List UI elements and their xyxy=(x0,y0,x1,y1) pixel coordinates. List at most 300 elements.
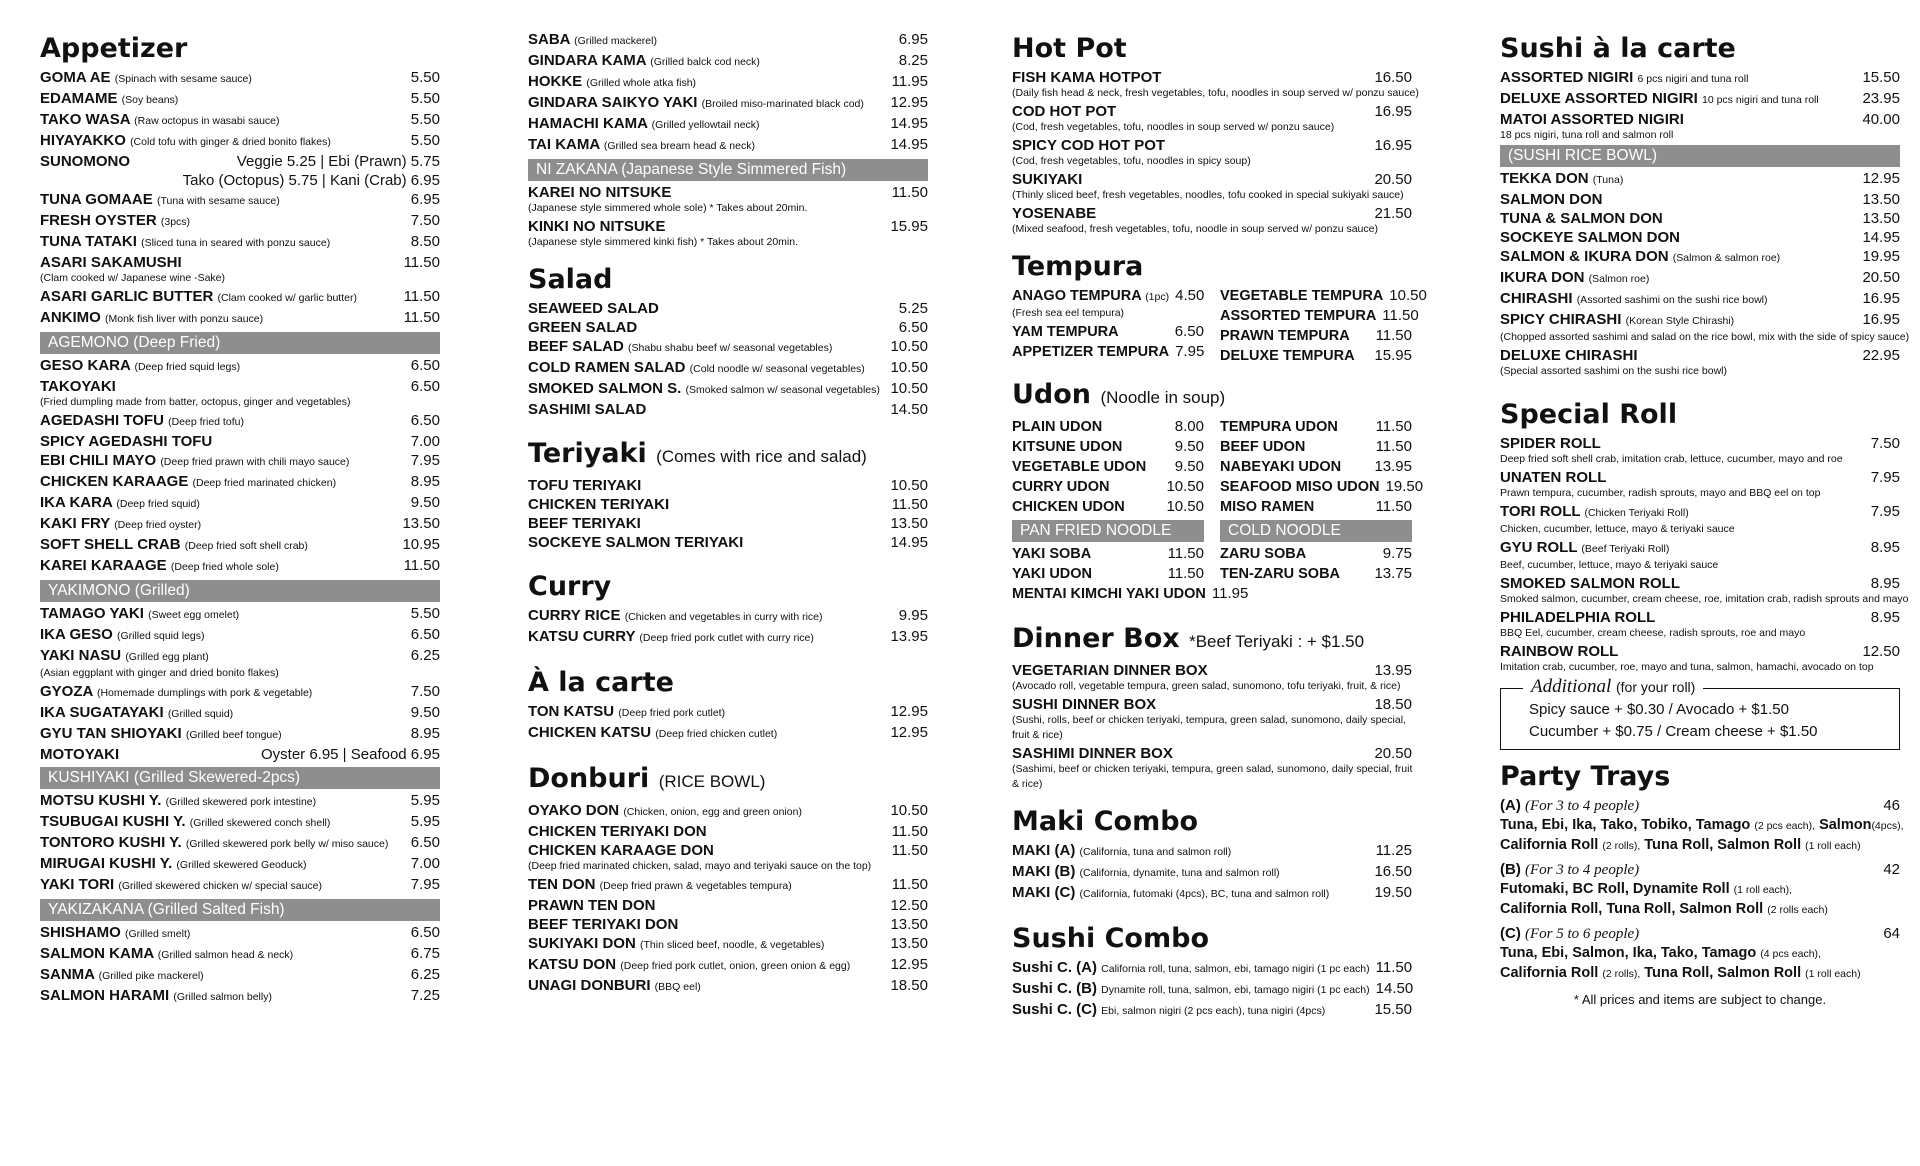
menu-item-name xyxy=(528,400,646,419)
item-name: DELUXE ASSORTED NIGIRI xyxy=(1500,90,1698,107)
menu-item xyxy=(40,68,440,89)
menu-item-name xyxy=(1220,478,1380,497)
item-description: (Tuna with sesame sauce) xyxy=(156,195,280,207)
item-note: (Daily fish head & neck, fresh vegetables, tofu, noodles in soup served w/ ponzu sauce) xyxy=(1012,87,1419,99)
menu-item xyxy=(1500,310,1900,331)
item-price: 11.50 xyxy=(891,876,928,893)
menu-item-name xyxy=(528,627,814,648)
menu-item xyxy=(528,915,928,934)
item-price: 8.25 xyxy=(898,52,928,69)
donburi-title: Donburi (RICE BOWL) xyxy=(528,763,766,794)
donburi-list xyxy=(528,801,928,997)
item-price: 13.50 xyxy=(890,916,928,933)
item-description: (California, tuna and salmon roll) xyxy=(1079,846,1232,858)
item-name: ASARI SAKAMUSHI xyxy=(40,254,182,271)
menu-item-name xyxy=(1012,661,1208,680)
item-price: 10.95 xyxy=(402,536,440,553)
item-price: 10.50 xyxy=(1166,478,1204,495)
item-name: SUKIYAKI xyxy=(1012,171,1083,188)
item-price: 20.50 xyxy=(1374,745,1412,762)
item-price: 8.95 xyxy=(410,473,440,490)
item-price: 19.95 xyxy=(1862,248,1900,265)
party-tray-c-line-2: California Roll (2 rolls), Tuna Roll, Salmon Roll (1 roll each) xyxy=(1500,965,1861,981)
item-description: (Shabu shabu beef w/ seasonal vegetables) xyxy=(628,342,833,354)
item-price: 7.50 xyxy=(1870,435,1900,452)
item-name: CHICKEN TERIYAKI DON xyxy=(528,823,707,840)
tempura-grid xyxy=(1012,286,1427,366)
item-price: 15.50 xyxy=(1862,69,1900,86)
item-price: 6.95 xyxy=(410,191,440,208)
item-name: RAINBOW ROLL xyxy=(1500,643,1619,660)
item-note: fruit & rice) xyxy=(1012,729,1063,741)
item-name: TUNA GOMAAE xyxy=(40,191,153,208)
sushicombo-list xyxy=(1012,958,1412,1021)
item-name: HIYAYAKKO xyxy=(40,132,126,149)
item-description: (Beef Teriyaki Roll) xyxy=(1581,543,1670,555)
menu-item-name xyxy=(1500,247,1780,268)
item-name: TEN-ZARU SOBA xyxy=(1220,566,1341,582)
item-price: 6.50 xyxy=(410,834,440,851)
menu-item-name xyxy=(1220,545,1306,564)
item-name: SUKIYAKI DON xyxy=(528,935,636,952)
menu-item xyxy=(528,606,928,627)
item-note: (Deep fried marinated chicken, salad, mayo and teriyaki sauce on the top) xyxy=(528,860,872,872)
item-name: SUSHI DINNER BOX xyxy=(1012,696,1157,713)
menu-item xyxy=(528,495,928,514)
item-description: (Grilled yellowtail neck) xyxy=(651,119,760,131)
menu-item-name xyxy=(1500,642,1618,661)
nizakana-list xyxy=(528,183,928,249)
menu-item xyxy=(1500,89,1900,110)
menu-item-name xyxy=(1500,608,1655,627)
menu-item xyxy=(1220,437,1412,457)
item-name: CHICKEN KATSU xyxy=(528,724,652,741)
item-name: Sushi C. (C) xyxy=(1012,1001,1097,1018)
menu-column-2 xyxy=(528,30,928,997)
menu-item xyxy=(1012,958,1412,979)
item-description: (Salmon & salmon roe) xyxy=(1672,252,1781,264)
item-price: 7.00 xyxy=(410,433,440,450)
menu-item-name xyxy=(40,791,316,812)
menu-item-name xyxy=(1500,310,1734,331)
item-name: Sushi C. (A) xyxy=(1012,959,1097,976)
item-name: GREEN SALAD xyxy=(528,319,638,336)
item-price: 13.95 xyxy=(1374,662,1412,679)
item-price: 6.50 xyxy=(410,924,440,941)
item-name: VEGETARIAN DINNER BOX xyxy=(1012,662,1208,679)
coldnoodle-header: COLD NOODLE xyxy=(1220,520,1412,542)
menu-item xyxy=(528,30,928,51)
item-price: 9.50 xyxy=(410,704,440,721)
menu-item-name xyxy=(528,822,707,841)
item-price: 11.50 xyxy=(403,557,440,574)
menu-item xyxy=(528,627,928,648)
item-description: (Deep fried pork cutlet with curry rice) xyxy=(639,632,814,644)
menu-item-name xyxy=(40,682,312,703)
item-price: 11.50 xyxy=(891,184,928,201)
item-price: 6.50 xyxy=(410,378,440,395)
menu-item xyxy=(1500,346,1900,365)
menu-item-name xyxy=(1500,538,1669,559)
item-description: (California, futomaki (4pcs), BC, tuna and salmon roll) xyxy=(1079,888,1330,900)
item-price: 8.50 xyxy=(410,233,440,250)
menu-item xyxy=(528,875,928,896)
menu-item-name xyxy=(40,965,204,986)
item-description: (Cold tofu with ginger & dried bonito flakes) xyxy=(130,136,331,148)
item-price: 5.50 xyxy=(410,90,440,107)
item-description: (Grilled skewered pork belly w/ miso sauce) xyxy=(185,838,389,850)
menu-item-name xyxy=(40,556,279,577)
menu-item-name xyxy=(1220,307,1376,326)
item-name: CURRY UDON xyxy=(1012,479,1110,495)
menu-item-name xyxy=(40,724,282,745)
item-name: SALMON DON xyxy=(1500,191,1603,208)
item-description: (Thin sliced beef, noodle, & vegetables) xyxy=(639,939,825,951)
party-tray-c-header: (C) (For 5 to 6 people) 64 xyxy=(1500,925,1900,942)
item-price: 16.95 xyxy=(1374,103,1412,120)
item-note: (Asian eggplant with ginger and dried bonito flakes) xyxy=(40,667,279,679)
menu-item-name xyxy=(1012,498,1125,517)
item-description: (Deep fried whole sole) xyxy=(170,561,279,573)
item-name: AGEDASHI TOFU xyxy=(40,412,164,429)
item-price: Tako (Octopus) 5.75 | Kani (Crab) 6.95 xyxy=(182,172,440,189)
menu-item-name xyxy=(1012,1000,1325,1021)
item-note: (Clam cooked w/ Japanese wine -Sake) xyxy=(40,272,226,284)
item-price: 12.95 xyxy=(890,94,928,111)
menu-item xyxy=(528,514,928,533)
menu-item-name xyxy=(1500,169,1623,190)
item-price: 16.50 xyxy=(1374,69,1412,86)
menu-item xyxy=(40,451,440,472)
tempura-list-left xyxy=(1012,286,1204,366)
item-price: 14.50 xyxy=(890,401,928,418)
item-name: PRAWN TEN DON xyxy=(528,897,656,914)
agemono-list xyxy=(40,356,440,577)
item-name: SASHIMI DINNER BOX xyxy=(1012,745,1173,762)
menu-item-name xyxy=(40,131,331,152)
item-price: 7.25 xyxy=(410,987,440,1004)
menu-item-name xyxy=(1220,347,1355,366)
party-tray-b-line-1: Futomaki, BC Roll, Dynamite Roll (1 roll each), xyxy=(1500,881,1792,897)
item-price: 9.75 xyxy=(1382,545,1412,562)
menu-item-name xyxy=(1012,585,1206,604)
item-name: TONTORO KUSHI Y. xyxy=(40,834,182,851)
item-name: PLAIN UDON xyxy=(1012,419,1103,435)
item-name: GYOZA xyxy=(40,683,93,700)
item-description: (Monk fish liver with ponzu sauce) xyxy=(105,313,264,325)
item-name: SALMON & IKURA DON xyxy=(1500,248,1669,265)
menu-item xyxy=(1012,102,1412,121)
menu-item-name xyxy=(40,411,244,432)
menu-item-name xyxy=(1012,170,1082,189)
item-price: 7.95 xyxy=(1870,469,1900,486)
item-price: 14.95 xyxy=(1862,229,1900,246)
menu-item-name xyxy=(528,217,666,236)
menu-item xyxy=(40,745,440,764)
item-price: 10.50 xyxy=(890,380,928,397)
menu-item-name xyxy=(40,287,357,308)
menu-item xyxy=(1012,544,1204,564)
menu-item-name xyxy=(1500,110,1684,129)
menu-item-name xyxy=(1500,574,1680,593)
kushiyaki-list xyxy=(40,791,440,896)
item-name: UNAGI DONBURI xyxy=(528,977,651,994)
item-name: CHICKEN TERIYAKI xyxy=(528,496,670,513)
item-name: SOCKEYE SALMON DON xyxy=(1500,229,1681,246)
item-description: (Grilled squid legs) xyxy=(116,630,205,642)
item-name: TUNA TATAKI xyxy=(40,233,137,250)
udon-title: Udon (Noodle in soup) xyxy=(1012,379,1226,410)
item-name: SABA xyxy=(528,31,570,48)
menu-item xyxy=(1500,228,1900,247)
party-tray-a-header: (A) (For 3 to 4 people) 46 xyxy=(1500,797,1900,814)
item-description: (Deep fried prawn & vegetables tempura) xyxy=(599,880,792,892)
item-note: (Mixed seafood, fresh vegetables, tofu, noodle in soup served w/ ponzu sauce) xyxy=(1012,223,1378,235)
menu-item xyxy=(40,875,440,896)
item-price: 11.50 xyxy=(1167,565,1204,582)
menu-item-name xyxy=(1012,438,1122,457)
item-description: (Deep fried pork cutlet, onion, green onion & egg) xyxy=(620,960,851,972)
item-price: 22.95 xyxy=(1862,347,1900,364)
menu-item-name xyxy=(40,833,388,854)
item-price: 11.50 xyxy=(891,823,928,840)
menu-item xyxy=(40,253,440,272)
menu-item-name xyxy=(40,377,116,396)
tempura-title: Tempura xyxy=(1012,251,1144,282)
menu-item-name xyxy=(40,89,178,110)
item-name: SEAFOOD MISO UDON xyxy=(1220,479,1380,495)
item-price: 16.95 xyxy=(1374,137,1412,154)
item-price: 14.95 xyxy=(890,115,928,132)
sushicombo-title: Sushi Combo xyxy=(1012,923,1209,954)
menu-item xyxy=(1220,326,1412,346)
item-description: (California, dynamite, tuna and salmon roll) xyxy=(1079,867,1280,879)
item-description: (Korean Style Chirashi) xyxy=(1625,315,1735,327)
additional-title: Additional (for your roll) xyxy=(1523,676,1703,698)
item-name: OYAKO DON xyxy=(528,802,620,819)
item-name: SOFT SHELL CRAB xyxy=(40,536,181,553)
menu-item xyxy=(1220,544,1412,564)
item-name: CHIRASHI xyxy=(1500,290,1573,307)
menu-item-name xyxy=(528,606,823,627)
menu-item xyxy=(1500,502,1900,523)
menu-item xyxy=(1500,468,1900,487)
menu-item-name xyxy=(528,841,714,860)
item-name: VEGETABLE UDON xyxy=(1012,459,1147,475)
item-name: MATOI ASSORTED NIGIRI xyxy=(1500,111,1684,128)
item-price: 6.75 xyxy=(410,945,440,962)
menu-item-name xyxy=(1220,327,1350,346)
menu-item xyxy=(1220,286,1427,306)
item-description: California roll, tuna, salmon, ebi, tamago nigiri (1 pc each) xyxy=(1101,963,1370,975)
menu-item xyxy=(1012,1000,1412,1021)
menu-item xyxy=(1012,584,1249,604)
item-note: Smoked salmon, cucumber, cream cheese, roe, imitation crab, radish sprouts and mayo xyxy=(1500,593,1909,605)
item-price: 21.50 xyxy=(1374,205,1412,222)
item-price: 6.50 xyxy=(410,357,440,374)
menu-item-name xyxy=(528,533,743,552)
menu-item xyxy=(1012,204,1412,223)
item-price: 6.50 xyxy=(898,319,928,336)
item-price: 6.50 xyxy=(1174,323,1204,340)
item-description: (Grilled salmon belly) xyxy=(173,991,272,1003)
agemono-header: AGEMONO (Deep Fried) xyxy=(40,332,440,354)
menu-item-name xyxy=(1012,695,1156,714)
item-description: (3pcs) xyxy=(160,216,191,228)
item-description: (Deep fried soft shell crab) xyxy=(184,540,308,552)
item-description: (Grilled whole atka fish) xyxy=(586,77,697,89)
item-name: SUNOMONO xyxy=(40,153,130,170)
item-note: (Special assorted sashimi on the sushi rice bowl) xyxy=(1500,365,1728,377)
item-description: (Broiled miso-marinated black cod) xyxy=(701,98,864,110)
menu-item xyxy=(1012,744,1412,763)
item-price: 18.50 xyxy=(890,977,928,994)
item-price: 7.50 xyxy=(410,683,440,700)
menu-item xyxy=(1012,841,1412,862)
menu-item-name xyxy=(528,801,802,822)
menu-item xyxy=(1012,862,1412,883)
item-description: (Deep fried prawn with chili mayo sauce) xyxy=(160,456,350,468)
menu-item-name xyxy=(528,93,864,114)
menu-item-name xyxy=(40,110,280,131)
item-name: TOFU TERIYAKI xyxy=(528,477,642,494)
item-name: PRAWN TEMPURA xyxy=(1220,328,1350,344)
item-name: KAREI KARAAGE xyxy=(40,557,167,574)
menu-item xyxy=(528,955,928,976)
menu-item xyxy=(1500,169,1900,190)
item-price: 11.95 xyxy=(891,73,928,90)
item-price: 9.50 xyxy=(1174,458,1204,475)
item-name: SHISHAMO xyxy=(40,924,121,941)
item-price: 10.50 xyxy=(890,477,928,494)
menu-item xyxy=(1012,883,1412,904)
item-price: 7.95 xyxy=(410,452,440,469)
udon-list-right xyxy=(1220,417,1424,517)
menu-item-name xyxy=(528,299,659,318)
menu-item-name xyxy=(40,812,330,833)
item-note: (Thinly sliced beef, fresh vegetables, noodles, tofu cooked in special sukiyaki sauce) xyxy=(1012,189,1404,201)
item-name: GESO KARA xyxy=(40,357,131,374)
item-name: HOKKE xyxy=(528,73,583,90)
item-description: (Deep fried oyster) xyxy=(114,519,202,531)
menu-item-name xyxy=(528,114,760,135)
menu-item xyxy=(1012,136,1412,155)
menu-column-1 xyxy=(40,30,440,1007)
item-description: (Deep fried pork cutlet) xyxy=(618,707,726,719)
menu-item-name xyxy=(1500,346,1638,365)
item-price: 12.50 xyxy=(1862,643,1900,660)
menu-item xyxy=(1012,979,1412,1000)
item-price: 10.50 xyxy=(1389,287,1427,304)
menu-item xyxy=(1012,457,1204,477)
menu-item xyxy=(1500,247,1900,268)
menu-item xyxy=(1500,574,1900,593)
item-price: 12.95 xyxy=(1862,170,1900,187)
item-price: 11.25 xyxy=(1375,842,1412,859)
alacarte-list xyxy=(528,702,928,744)
item-price: Oyster 6.95 | Seafood 6.95 xyxy=(260,746,440,763)
item-name: GINDARA KAMA xyxy=(528,52,647,69)
item-price: 14.95 xyxy=(890,534,928,551)
item-name: ASSORTED TEMPURA xyxy=(1220,308,1377,324)
item-description: (Chicken, onion, egg and green onion) xyxy=(623,806,802,818)
menu-item-name xyxy=(528,358,865,379)
menu-item xyxy=(40,986,440,1007)
menu-item-name xyxy=(1012,744,1173,763)
menu-item-name xyxy=(40,190,280,211)
menu-item xyxy=(528,51,928,72)
menu-item-name xyxy=(1012,323,1119,342)
item-note: (Fried dumpling made from batter, octopus, ginger and vegetables) xyxy=(40,396,351,408)
item-price: 16.50 xyxy=(1374,863,1412,880)
item-price: 7.95 xyxy=(1870,503,1900,520)
item-price: 11.50 xyxy=(891,496,928,513)
item-price: 13.95 xyxy=(1374,458,1412,475)
item-name: GOMA AE xyxy=(40,69,111,86)
menu-item xyxy=(528,135,928,156)
menu-item xyxy=(528,93,928,114)
menu-item-name xyxy=(1012,458,1146,477)
menu-item-name xyxy=(1012,545,1091,564)
item-description: (BBQ eel) xyxy=(654,981,701,993)
item-note: (Cod, fresh vegetables, tofu, noodles in spicy soup) xyxy=(1012,155,1251,167)
menu-item-name xyxy=(40,944,293,965)
item-name: KATSU CURRY xyxy=(528,628,636,645)
item-name: SPICY CHIRASHI xyxy=(1500,311,1622,328)
menu-item-name xyxy=(1500,434,1601,453)
menu-item xyxy=(1012,695,1412,714)
item-name: ASSORTED NIGIRI xyxy=(1500,69,1634,86)
item-note: Imitation crab, cucumber, roe, mayo and tuna, salmon, hamachi, avocado on top xyxy=(1500,661,1874,673)
item-description: (Grilled skewered chicken w/ special sauce) xyxy=(118,880,323,892)
item-price: 7.00 xyxy=(410,855,440,872)
item-name: GYU ROLL xyxy=(1500,539,1578,556)
item-name: MOTOYAKI xyxy=(40,746,120,763)
menu-item xyxy=(1012,477,1204,497)
menu-item-name xyxy=(1012,68,1161,87)
item-price: 6.25 xyxy=(410,647,440,664)
menu-item xyxy=(528,533,928,552)
item-description: (Sweet egg omelet) xyxy=(148,609,240,621)
coldnoodle-list xyxy=(1220,544,1412,584)
menu-item-name xyxy=(1220,438,1305,457)
item-name: KAREI NO NITSUKE xyxy=(528,184,672,201)
menu-item xyxy=(40,535,440,556)
item-description: (Grilled smelt) xyxy=(125,928,191,940)
item-name: GYU TAN SHIOYAKI xyxy=(40,725,182,742)
item-name: KITSUNE UDON xyxy=(1012,439,1123,455)
menu-item-name xyxy=(528,495,669,514)
menu-item xyxy=(528,976,928,997)
item-name: SMOKED SALMON S. xyxy=(528,380,682,397)
item-price: 13.50 xyxy=(890,515,928,532)
item-name: SALMON KAMA xyxy=(40,945,154,962)
item-price: 7.50 xyxy=(410,212,440,229)
menu-item xyxy=(1500,434,1900,453)
item-description: (Smoked salmon w/ seasonal vegetables) xyxy=(685,384,880,396)
item-name: CHICKEN KARAAGE xyxy=(40,473,189,490)
menu-item-name xyxy=(528,723,777,744)
dinnerbox-title: Dinner Box *Beef Teriyaki : + $1.50 xyxy=(1012,623,1365,654)
menu-item-name xyxy=(40,535,308,556)
item-name: MIRUGAI KUSHI Y. xyxy=(40,855,173,872)
item-price: 5.25 xyxy=(898,300,928,317)
item-price: 14.50 xyxy=(1375,980,1414,997)
item-price: 12.50 xyxy=(890,897,928,914)
item-name: ANAGO TEMPURA xyxy=(1012,288,1142,304)
menu-item xyxy=(1500,110,1900,129)
menu-item xyxy=(40,703,440,724)
